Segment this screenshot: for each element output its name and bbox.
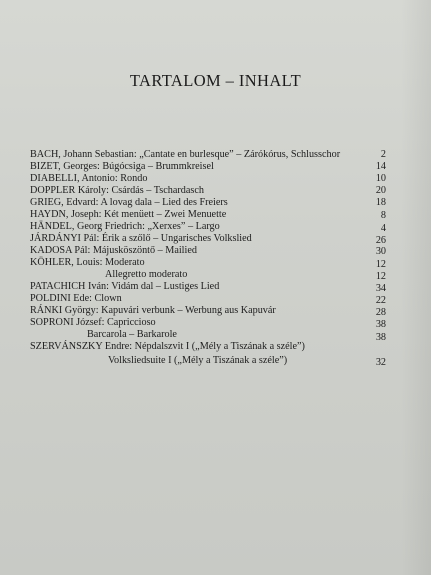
toc-entry-diabelli: DIABELLI, Antonio: Rondo (30, 173, 148, 184)
toc-entry-kadosa: KADOSA Pál: Májusköszöntő – Mailied (30, 245, 197, 256)
toc-entry-soproni: SOPRONI József: Capriccioso (30, 317, 156, 328)
page-number: 38 (375, 332, 386, 343)
page-number: 10 (375, 173, 386, 184)
page-number: 2 (380, 149, 386, 160)
page-number: 30 (375, 246, 386, 257)
page-number: 28 (375, 307, 386, 318)
toc-entry-soproni-2: Barcarola – Barkarole (87, 329, 177, 340)
page-number: 12 (375, 271, 386, 282)
toc-entry-haydn: HAYDN, Joseph: Két menüett – Zwei Menuette (30, 209, 227, 220)
toc-entry-doppler: DOPPLER Károly: Csárdás – Tschardasch (30, 185, 204, 196)
toc-entry-poldini: POLDINI Ede: Clown (30, 293, 122, 304)
toc-entry-grieg: GRIEG, Edvard: A lovag dala – Lied des Freiers (30, 197, 228, 208)
page-number: 4 (380, 223, 386, 234)
toc-entry-szervanszky: SZERVÁNSZKY Endre: Népdalszvit I („Mély a Tiszának a széle”) (30, 341, 305, 352)
toc-entry-kohler: KÖHLER, Louis: Moderato (30, 257, 145, 268)
page-number: 14 (375, 161, 386, 172)
toc-entry-patachich: PATACHICH Iván: Vidám dal – Lustiges Lied (30, 281, 220, 292)
toc-entry-bizet: BIZET, Georges: Búgócsiga – Brummkreisel (30, 161, 214, 172)
page-number: 12 (375, 259, 386, 270)
table-of-contents (0, 149, 431, 379)
toc-entry-kohler-2: Allegretto moderato (105, 269, 188, 280)
page-number: 32 (375, 357, 386, 368)
page-number: 38 (375, 319, 386, 330)
toc-entry-jardanyi: JÁRDÁNYI Pál: Érik a szőlő – Ungarisches Volkslied (30, 233, 252, 244)
toc-entry-bach: BACH, Johann Sebastian: „Cantate en burlesque” – Zárókórus, Schlusschor (30, 149, 341, 160)
toc-entry-handel: HÄNDEL, Georg Friedrich: „Xerxes” – Largo (30, 221, 220, 232)
page-title: TARTALOM – INHALT (129, 71, 302, 90)
page-number: 20 (375, 185, 386, 196)
toc-entry-szervanszky-2: Volksliedsuite I („Mély a Tiszának a széle”) (108, 355, 288, 366)
page-number: 8 (380, 210, 386, 221)
page-number: 18 (375, 197, 386, 208)
page-number: 22 (375, 295, 386, 306)
page-number: 34 (375, 283, 386, 294)
toc-entry-ranki: RÁNKI György: Kapuvári verbunk – Werbung aus Kapuvár (30, 305, 276, 316)
page-number: 26 (375, 235, 386, 246)
